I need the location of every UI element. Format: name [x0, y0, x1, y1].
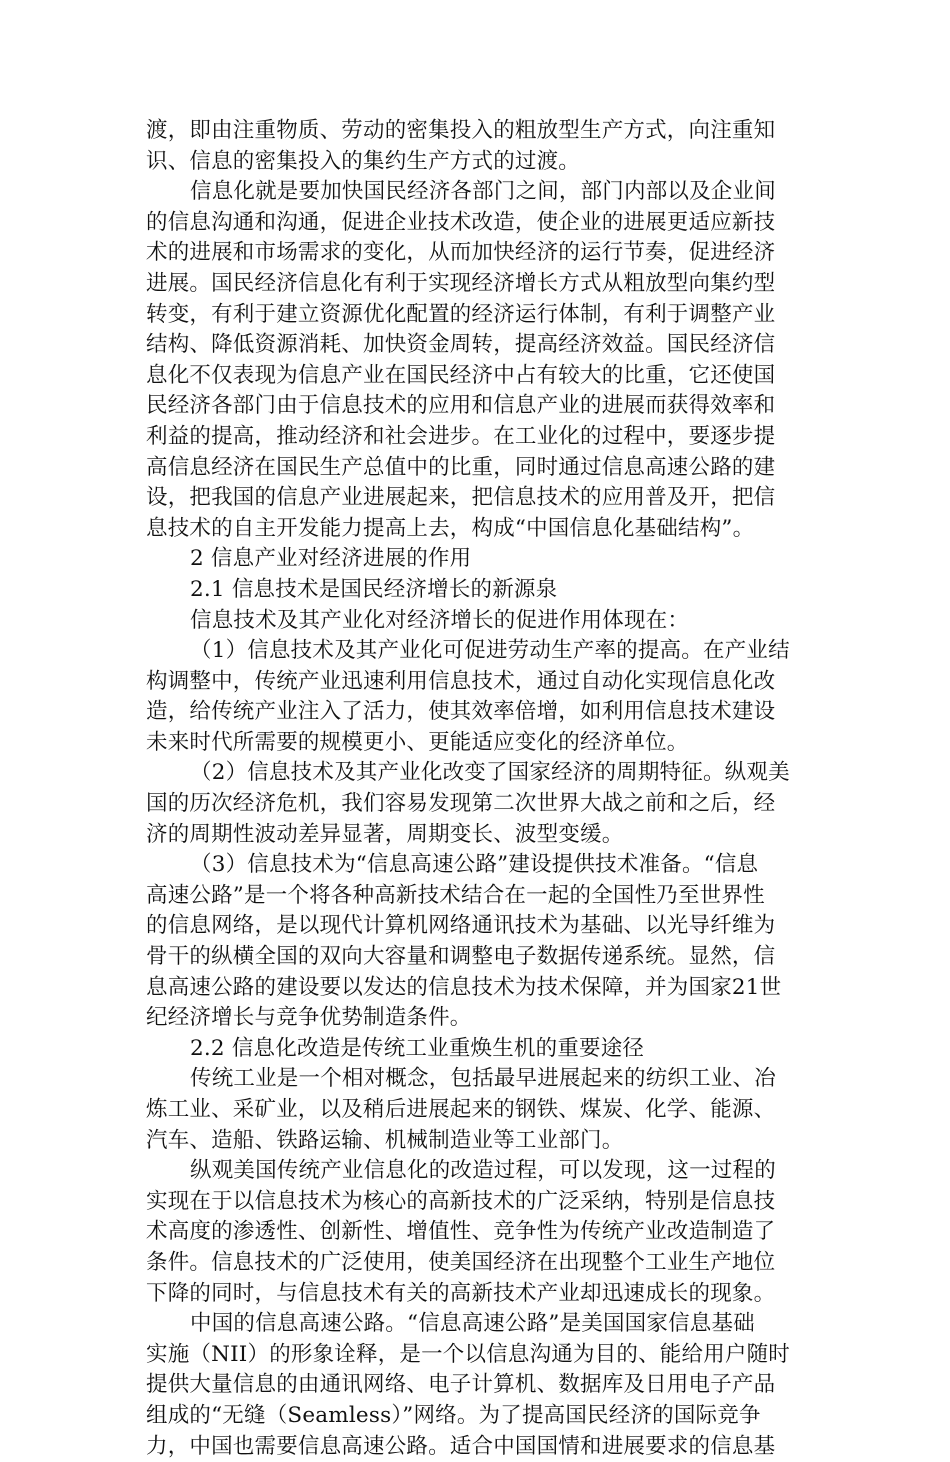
- text-line: 的信息沟通和沟通，促进企业技术改造，使企业的进展更适应新技: [146, 209, 776, 235]
- text-line: 结构、降低资源消耗、加快资金周转，提高经济效益。国民经济信: [146, 332, 776, 358]
- text-line: 高信息经济在国民生产总值中的比重，同时通过信息高速公路的建: [146, 454, 776, 480]
- text-line: 传统工业是一个相对概念，包括最早进展起来的纺织工业、冶: [190, 1066, 776, 1092]
- text-line: 纵观美国传统产业信息化的改造过程，可以发现，这一过程的: [190, 1158, 776, 1184]
- text-line: 术的进展和市场需求的变化，从而加快经济的运行节奏，促进经济: [146, 240, 776, 266]
- text-line: （2）信息技术及其产业化改变了国家经济的周期特征。纵观美: [190, 760, 790, 786]
- text-line: 转变，有利于建立资源优化配置的经济运行体制，有利于调整产业: [146, 301, 776, 327]
- text-line: 济的周期性波动差异显著，周期变长、波型变缓。: [146, 821, 624, 847]
- text-line: 设，把我国的信息产业进展起来，把信息技术的应用普及开，把信: [146, 485, 776, 511]
- subsection-heading: 2.1 信息技术是国民经济增长的新源泉: [190, 576, 558, 602]
- text-line: 实施（NII）的形象诠释，是一个以信息沟通为目的、能给用户随时: [146, 1341, 791, 1367]
- text-line: 骨干的纵横全国的双向大容量和调整电子数据传递系统。显然，信: [146, 944, 776, 970]
- text-line: 进展。国民经济信息化有利于实现经济增长方式从粗放型向集约型: [146, 270, 776, 296]
- text-line: 高速公路”是一个将各种高新技术结合在一起的全国性乃至世界性: [146, 882, 765, 908]
- body-text: [146, 116, 806, 1462]
- text-line: 息高速公路的建设要以发达的信息技术为技术保障，并为国家21世: [146, 974, 782, 1000]
- text-line: （3）信息技术为“信息高速公路”建设提供技术准备。“信息: [190, 852, 759, 878]
- subsection-heading: 2.2 信息化改造是传统工业重焕生机的重要途径: [190, 1035, 645, 1061]
- text-line: 的信息网络，是以现代计算机网络通讯技术为基础、以光导纤维为: [146, 913, 776, 939]
- text-line: 息技术的自主开发能力提高上去，构成“中国信息化基础结构”。: [146, 515, 755, 541]
- text-line: 渡，即由注重物质、劳动的密集投入的粗放型生产方式，向注重知: [146, 118, 776, 143]
- text-line: 炼工业、采矿业，以及稍后进展起来的钢铁、煤炭、化学、能源、: [146, 1097, 776, 1122]
- text-line: 组成的“无缝（Seamless）”网络。为了提高国民经济的国际竞争: [146, 1402, 761, 1428]
- text-line: 力，中国也需要信息高速公路。适合中国国情和进展要求的信息基: [146, 1433, 776, 1459]
- text-line: 未来时代所需要的规模更小、更能适应变化的经济单位。: [146, 729, 689, 755]
- text-line: 构调整中，传统产业迅速利用信息技术，通过自动化实现信息化改: [146, 668, 776, 694]
- text-line: 利益的提高，推动经济和社会进步。在工业化的过程中，要逐步提: [146, 423, 776, 449]
- text-line: 信息化就是要加快国民经济各部门之间，部门内部以及企业间: [190, 179, 776, 205]
- text-line: （1）信息技术及其产业化可促进劳动生产率的提高。在产业结: [190, 638, 790, 664]
- text-line: 造，给传统产业注入了活力，使其效率倍增，如利用信息技术建设: [146, 699, 776, 725]
- text-line: 民经济各部门由于信息技术的应用和信息产业的进展而获得效率和: [146, 393, 776, 419]
- text-line: 条件。信息技术的广泛使用，使美国经济在出现整个工业生产地位: [146, 1249, 776, 1275]
- text-line: 信息技术及其产业化对经济增长的促进作用体现在：: [190, 607, 690, 633]
- text-line: 汽车、造船、铁路运输、机械制造业等工业部门。: [146, 1127, 624, 1153]
- text-line: 识、信息的密集投入的集约生产方式的过渡。: [146, 148, 581, 174]
- text-line: 中国的信息高速公路。“信息高速公路”是美国国家信息基础: [190, 1311, 755, 1337]
- text-line: 实现在于以信息技术为核心的高新技术的广泛采纳，特别是信息技: [146, 1188, 776, 1214]
- text-line: 息化不仅表现为信息产业在国民经济中占有较大的比重，它还使国: [146, 362, 776, 388]
- text-line: 下降的同时，与信息技术有关的高新技术产业却迅速成长的现象。: [146, 1280, 776, 1306]
- text-line: 国的历次经济危机，我们容易发现第二次世界大战之前和之后，经: [146, 791, 776, 817]
- section-heading: 2 信息产业对经济进展的作用: [190, 546, 472, 572]
- text-line: 提供大量信息的由通讯网络、电子计算机、数据库及日用电子产品: [146, 1372, 776, 1398]
- text-line: 纪经济增长与竞争优势制造条件。: [146, 1005, 472, 1031]
- text-line: 术高度的渗透性、创新性、增值性、竞争性为传统产业改造制造了: [146, 1219, 776, 1245]
